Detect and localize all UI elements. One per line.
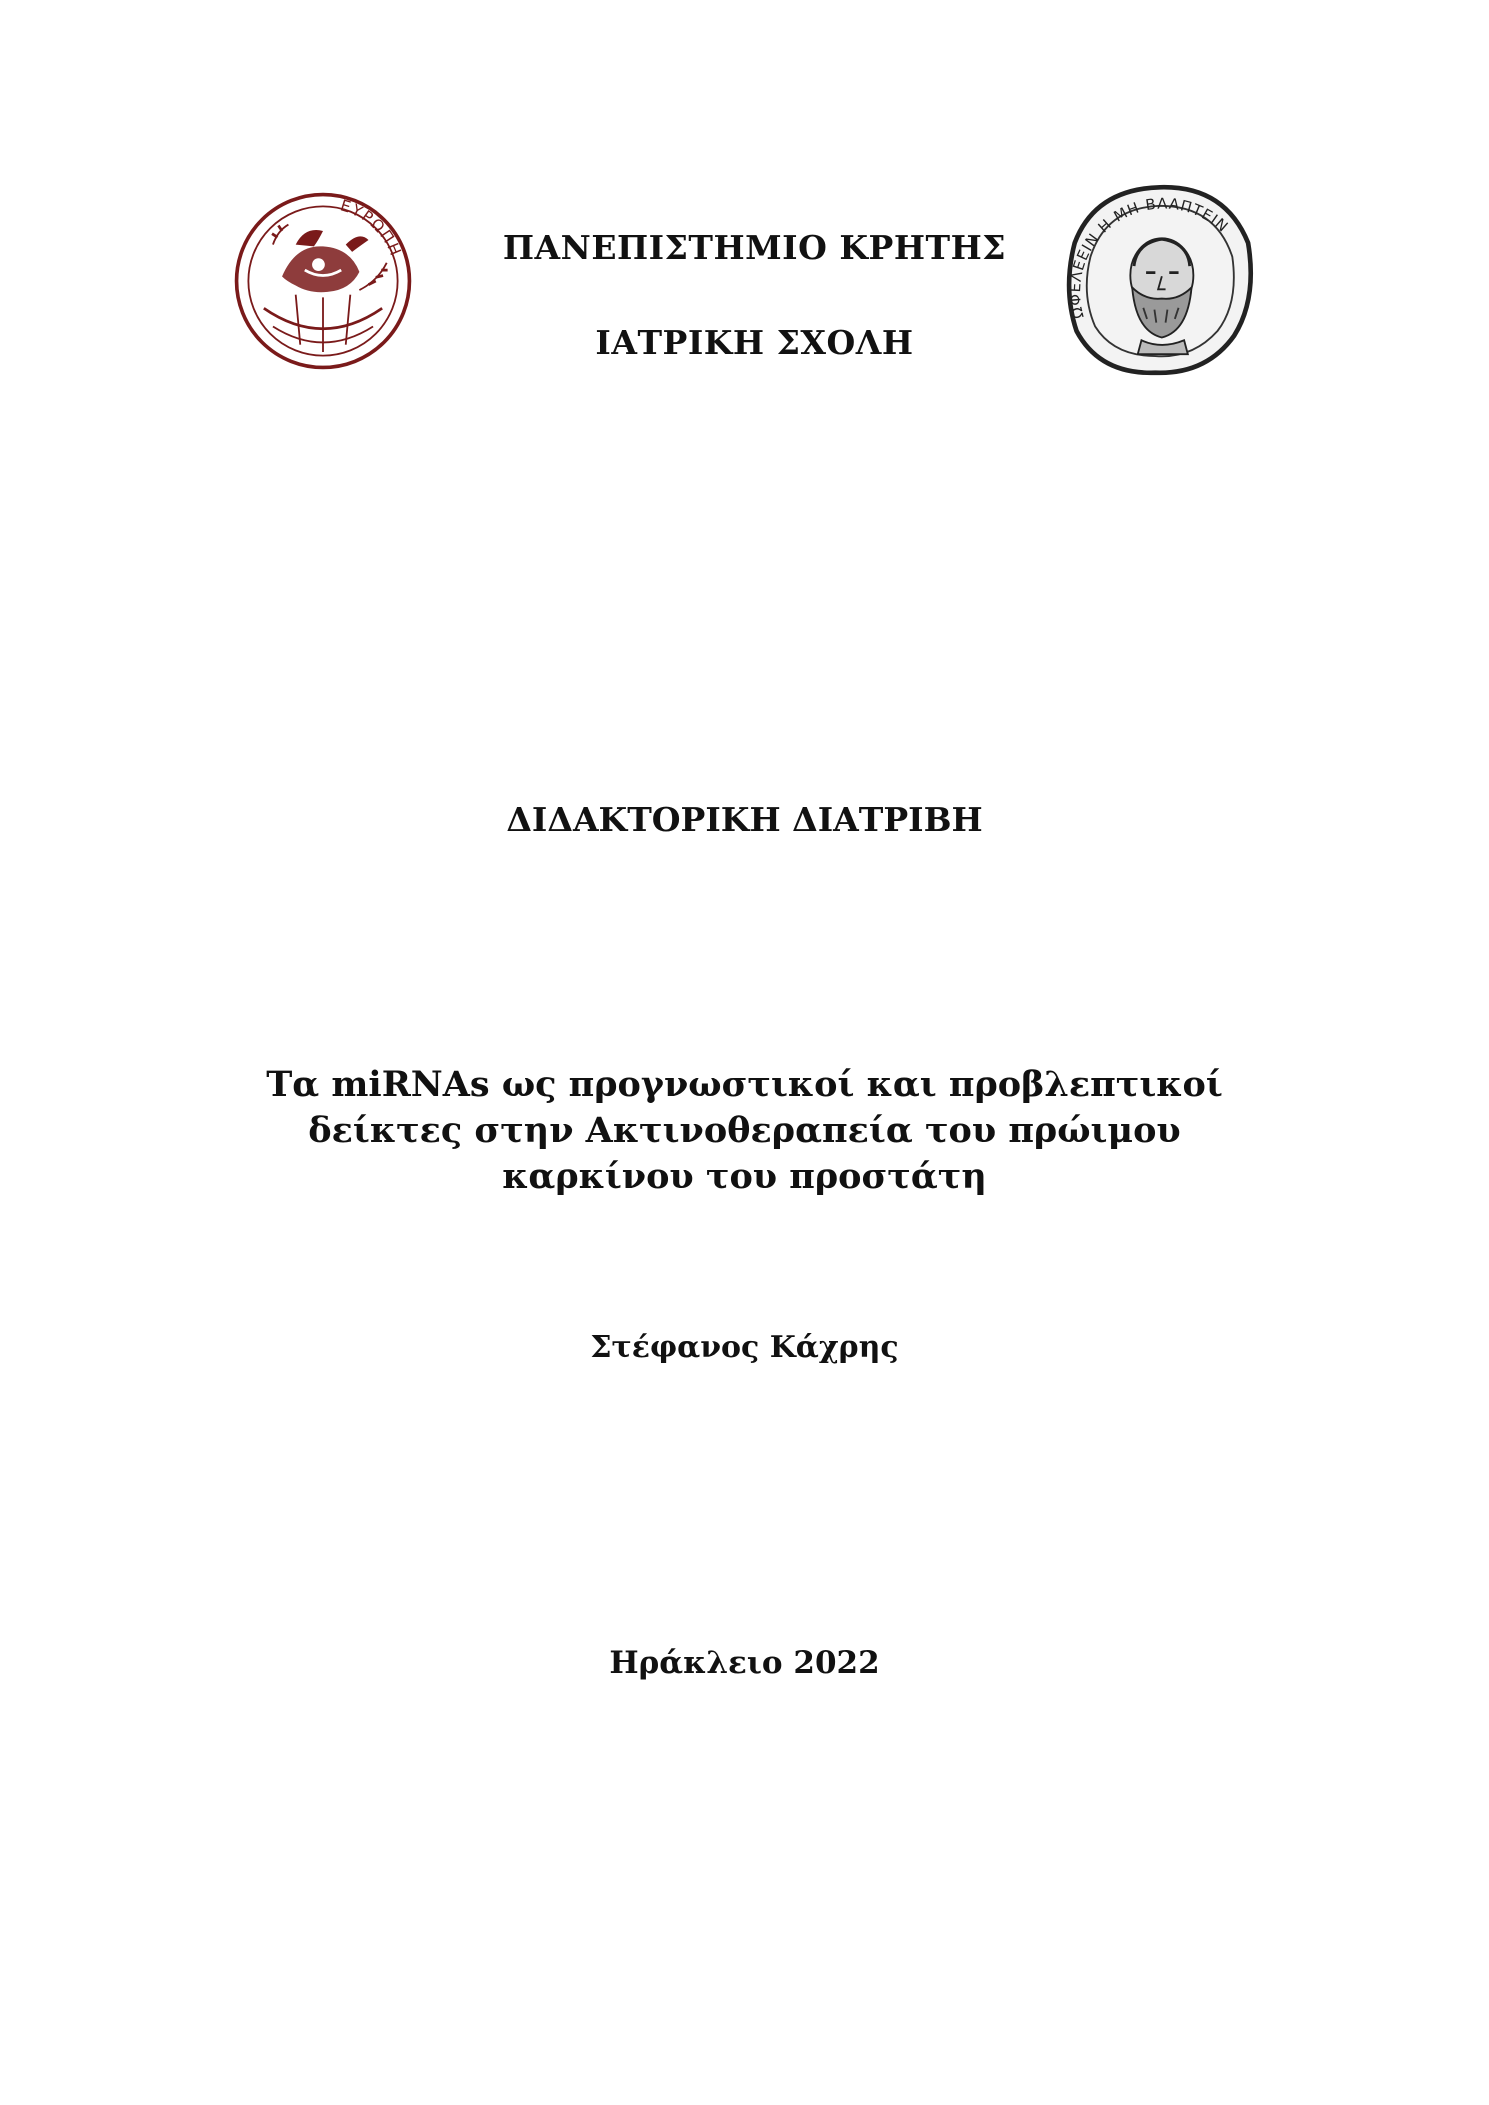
university-name: ΠΑΝΕΠΙΣΤΗΜΙΟ ΚΡΗΤΗΣ (502, 228, 1007, 267)
school-name: ΙΑΤΡΙΚΗ ΣΧΟΛΗ (595, 323, 914, 362)
svg-text:ΕΥΡΩΠΗ: ΕΥΡΩΠΗ (338, 196, 406, 260)
thesis-title-line: δείκτες στην Ακτινοθεραπεία του πρώιμου (308, 1110, 1181, 1151)
place-year: Ηράκλειο 2022 (609, 1645, 880, 1681)
thesis-title-line: καρκίνου του προστάτη (502, 1156, 987, 1197)
thesis-title-line: Τα miRNAs ως προγνωστικοί και προβλεπτικοί (266, 1064, 1223, 1105)
svg-text:ΩΦΕΛΕΕΙΝ Η ΜΗ ΒΛΑΠΤΕΙΝ: ΩΦΕΛΕΕΙΝ Η ΜΗ ΒΛΑΠΤΕΙΝ (1066, 195, 1232, 321)
author-name: Στέφανος Κάχρης (590, 1330, 899, 1365)
thesis-type: ΔΙΔΑΚΤΟΡΙΚΗ ΔΙΑΤΡΙΒΗ (506, 800, 983, 839)
hippocrates-medal-icon (1058, 178, 1262, 382)
thesis-title (200, 1062, 1289, 1200)
